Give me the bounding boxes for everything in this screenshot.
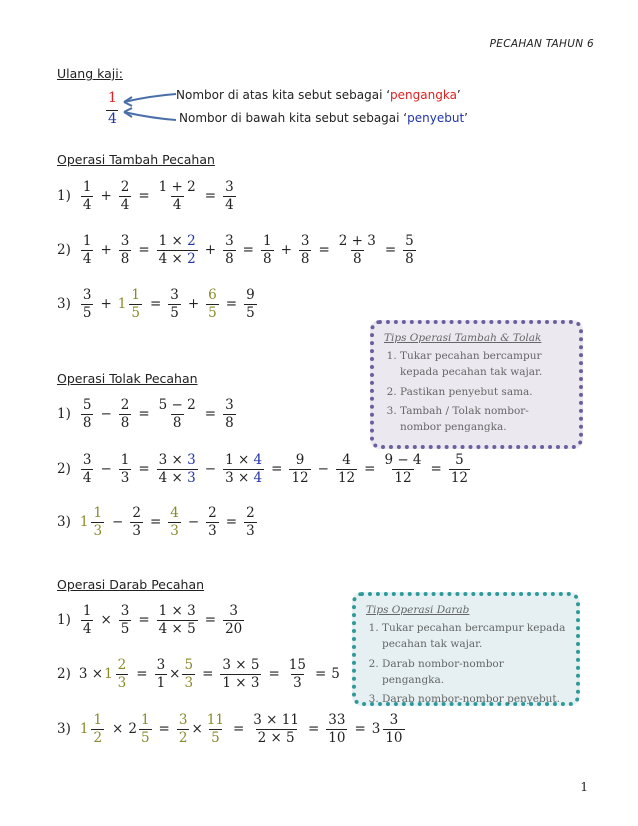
tips-mul-item: 3. Darab nombor-nombor penyebut. xyxy=(382,691,566,707)
mul-example-1: 1) $\frac{1}{4}$ × $\frac{3}{5}$ = $\frac{1 \times 3}{4 \times 5}$ = $\frac{3}{20}$ xyxy=(57,603,243,637)
add-example-1: 1) 1 4 + $\frac{2}{4}$ = $\frac{1 + 2}{4}$ = $\frac{3}{4}$ xyxy=(57,179,234,213)
mul-example-3: 3) 1 1 2 × 2 $\frac{1}{5}$ = $\frac{3}{2}$ × $\frac{11}{5}$ = $\frac{3 \times 11}{2 \times 5}$ = $\frac{33}{10}$ = 3 3 10 xyxy=(57,712,403,746)
tips-mul-title: Tips Operasi Darab xyxy=(366,604,470,616)
tips-mul-item: 1. Tukar pecahan bercampur kepada pecahan tak wajar. xyxy=(382,620,566,653)
tips-add-sub-title: Tips Operasi Tambah & Tolak xyxy=(384,332,542,344)
add-example-3: 3) 3 5 + 1 1 5 = $\frac{3}{5}$ + $\frac{6}{5}$ = $\frac{9}{5}$ xyxy=(57,287,255,321)
tips-mul-item: 2. Darab nombor-nombor pengangka. xyxy=(382,656,566,689)
review-denominator: 4 xyxy=(108,111,117,127)
note-numerator: Nombor di atas kita sebut sebagai ‘pengangka’ xyxy=(176,88,461,102)
mul-example-2: 2) 3 × 1 2 3 = $\frac{3}{1}$ × $\frac{5}{3}$ = $\frac{3 \times 5}{1 \times 3}$ = $\frac{15}{3}$ = 5 xyxy=(57,657,340,691)
tips-add-item: 2. Pastikan penyebut sama. xyxy=(400,384,569,400)
sub-example-1: 1) 5 8 − $\frac{2}{8}$ = $\frac{5 - 2}{8}$ = $\frac{3}{8}$ xyxy=(57,397,234,431)
note-denominator: Nombor di bawah kita sebut sebagai ‘penyebut’ xyxy=(179,111,468,125)
page-number: 1 xyxy=(580,780,588,794)
section-mul-title: Operasi Darab Pecahan xyxy=(57,577,205,592)
page-header: PECAHAN TAHUN 6 xyxy=(489,38,594,50)
sub-example-2: 2) 3 4 − $\frac{1}{3}$ = $\frac{3 \times 3}{4 \times 3}$ − $\frac{1 \times 4}{3 \times 4}$ = $\frac{9}{12}$ − $\frac{4}{12}$ = $\frac{9 - 4}{12}$ = $\frac{5}{12}$ xyxy=(57,452,469,486)
section-add-title: Operasi Tambah Pecahan xyxy=(57,152,215,167)
section-sub-title: Operasi Tolak Pecahan xyxy=(57,371,198,386)
add-example-2: 2) 1 4 + $\frac{3}{8}$ = $\frac{1 \times 2}{4 \times 2}$ + $\frac{3}{8}$ = $\frac{1}{8}$ + $\frac{3}{8}$ = $\frac{2 + 3}{8}$ = $\frac{5}{8}$ xyxy=(57,233,414,267)
review-title: Ulang kaji: xyxy=(57,66,123,81)
tips-add-item: 3. Tambah / Tolak nombor-nombor pengangka. xyxy=(400,403,569,436)
arrows-icon xyxy=(120,90,180,126)
tips-mul-box xyxy=(352,592,580,706)
tips-add-item: 1. Tukar pecahan bercampur kepada pecahan tak wajar. xyxy=(400,348,569,381)
review-numerator: 1 xyxy=(108,90,117,106)
tips-add-sub-box xyxy=(370,320,583,449)
sub-example-3: 3) 1 1 3 − $\frac{2}{3}$ = $\frac{4}{3}$ − $\frac{2}{3}$ = $\frac{2}{3}$ xyxy=(57,505,255,539)
